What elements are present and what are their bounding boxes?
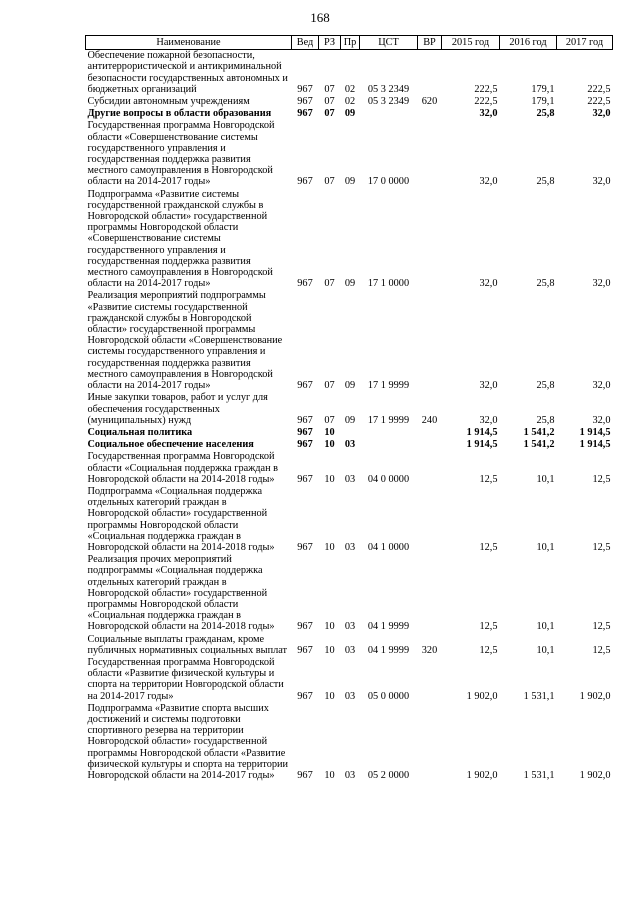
table-header-row: [86, 36, 613, 50]
row-rz: 07: [324, 108, 335, 120]
row-2017: 32,0: [592, 108, 611, 120]
table-row: [86, 392, 613, 427]
row-2017: 12,5: [592, 621, 611, 633]
row-ved: 967: [297, 83, 313, 95]
row-cst: 05 3 2349: [367, 83, 410, 95]
row-2015: 12,5: [479, 644, 498, 656]
row-vr: [418, 703, 442, 782]
row-vr: [418, 108, 442, 120]
row-2016: 1 541,2: [523, 426, 555, 438]
row-2016: 25,8: [536, 278, 555, 290]
row-ved: 967: [297, 176, 313, 188]
row-2015: 1 902,0: [466, 770, 498, 781]
row-vr: 320: [421, 644, 438, 656]
table-row: [86, 290, 613, 392]
row-ved: 967: [297, 644, 313, 656]
table-row: [86, 96, 613, 108]
row-pr: 03: [344, 644, 356, 656]
row-name: Другие вопросы в области образования: [87, 108, 272, 120]
table-row: [86, 634, 613, 657]
row-2016: 179,1: [531, 96, 555, 108]
header-2015: 2015 год: [442, 36, 500, 50]
header-vr: ВР: [418, 36, 442, 50]
row-ved: 967: [297, 770, 313, 781]
row-cst: 17 1 9999: [367, 380, 410, 392]
row-2016: 10,1: [536, 541, 555, 553]
row-2017: 32,0: [592, 176, 611, 188]
row-2017: 1 914,5: [579, 426, 611, 438]
row-2015: 32,0: [479, 414, 498, 426]
row-2015: 1 914,5: [466, 439, 498, 451]
table-row: [86, 439, 613, 451]
row-vr: [418, 486, 442, 554]
row-cst: [360, 427, 418, 439]
row-pr: 09: [344, 380, 356, 392]
row-rz: 10: [324, 439, 335, 451]
row-ved: 967: [297, 439, 313, 451]
row-vr: [418, 290, 442, 392]
row-2016: 25,8: [536, 380, 555, 392]
row-name: Подпрограмма «Развитие системы государственной гражданской службы в Новгородской области» государственной программы Новгородской области «Совершенствование системы государственного управления и государственная поддержка развития местного самоуправления в Новгородской области на 2014-2017 годы»: [87, 188, 273, 290]
row-2017: 12,5: [592, 473, 611, 485]
row-2016: 10,1: [536, 621, 555, 633]
row-name: Государственная программа Новгородской области «Развитие физической культуры и спорта на территории Новгородской области на 2014-2017 годы»: [87, 656, 284, 702]
row-cst: [360, 439, 418, 451]
row-2016: 25,8: [536, 176, 555, 188]
row-2017: 1 914,5: [579, 439, 611, 451]
row-name: Реализация прочих мероприятий подпрограммы «Социальная поддержка отдельных категорий граждан в Новгородской области» государственной программы Новгородской области «Социальная поддержка граждан в Новгородской области на 2014-2018 годы»: [87, 554, 275, 633]
row-name: Иные закупки товаров, работ и услуг для обеспечения государственных (муниципальных) нужд: [87, 392, 268, 426]
row-pr: 02: [344, 96, 356, 108]
row-name: Социальная политика: [87, 426, 193, 438]
row-vr: [418, 657, 442, 703]
row-cst: 17 1 0000: [367, 278, 410, 290]
page-number: 168: [310, 10, 330, 25]
header-name: Наименование: [86, 36, 292, 50]
row-ved: 967: [297, 380, 313, 392]
row-2016: 1 531,1: [523, 690, 555, 702]
row-2015: 1 902,0: [466, 690, 498, 702]
row-cst: 05 0 0000: [367, 690, 410, 702]
header-pr: Пр: [341, 36, 360, 50]
row-cst: [360, 108, 418, 120]
row-2017: 32,0: [592, 278, 611, 290]
row-vr: [418, 120, 442, 188]
header-2016: 2016 год: [500, 36, 557, 50]
row-2016: 10,1: [536, 473, 555, 485]
row-name: Подпрограмма «Развитие спорта высших достижений и системы подготовки спортивного резерва на территории Новгородской области» государственной программы Новгородской области «Развитие физической культуры и спорта на территории Новгородской области на 2014-2017 годы»: [87, 702, 289, 781]
row-pr: 09: [344, 414, 356, 426]
row-pr: 09: [344, 278, 356, 290]
row-2017: 1 902,0: [579, 770, 611, 781]
table-row: [86, 451, 613, 486]
row-ved: 967: [297, 96, 313, 108]
row-ved: 967: [297, 621, 313, 633]
row-name: Обеспечение пожарной безопасности, антитеррористической и антикриминальной безопасности государственных автономных и бюджетных организаций: [87, 50, 288, 95]
row-pr: 03: [344, 541, 356, 553]
row-2015: 222,5: [474, 96, 498, 108]
row-vr: [418, 554, 442, 633]
row-2015: 222,5: [474, 83, 498, 95]
row-vr: [418, 50, 442, 96]
row-pr: 03: [344, 690, 356, 702]
header-rz: РЗ: [319, 36, 341, 50]
table-row: [86, 554, 613, 633]
row-ved: 967: [297, 473, 313, 485]
row-2016: 1 541,2: [523, 439, 555, 451]
row-2017: 222,5: [587, 96, 611, 108]
row-rz: 07: [324, 380, 335, 392]
row-rz: 10: [324, 541, 335, 553]
row-name: Социальные выплаты гражданам, кроме публичных нормативных социальных выплат: [87, 633, 288, 656]
row-vr: [418, 451, 442, 486]
row-2016: 1 531,1: [523, 770, 555, 781]
row-cst: 04 1 9999: [367, 644, 410, 656]
row-rz: 10: [324, 426, 335, 438]
table-row: [86, 50, 613, 96]
header-2017: 2017 год: [557, 36, 613, 50]
row-2015: 32,0: [479, 380, 498, 392]
row-ved: 967: [297, 426, 313, 438]
row-name: Государственная программа Новгородской области «Социальная поддержка граждан в Новгородской области на 2014-2018 годы»: [87, 451, 279, 485]
row-2017: 222,5: [587, 83, 611, 95]
row-pr: [341, 427, 360, 439]
row-2016: 25,8: [536, 414, 555, 426]
row-rz: 10: [324, 621, 335, 633]
row-ved: 967: [297, 108, 313, 120]
row-rz: 07: [324, 176, 335, 188]
row-cst: 04 0 0000: [367, 473, 410, 485]
table-row: [86, 657, 613, 703]
row-2017: 1 902,0: [579, 690, 611, 702]
row-ved: 967: [297, 541, 313, 553]
row-2015: 12,5: [479, 541, 498, 553]
row-rz: 07: [324, 278, 335, 290]
table-body: [86, 50, 613, 783]
row-name: Субсидии автономным учреждениям: [87, 96, 250, 108]
row-name: Государственная программа Новгородской области «Совершенствование системы государственного управления и государственная поддержка развития местного самоуправления в Новгородской области на 2014-2017 годы»: [87, 120, 275, 188]
table-row: [86, 189, 613, 291]
row-2015: 32,0: [479, 108, 498, 120]
header-ved: Вед: [292, 36, 319, 50]
row-ved: 967: [297, 414, 313, 426]
row-2015: 32,0: [479, 176, 498, 188]
row-pr: 09: [344, 108, 356, 120]
table-row: [86, 120, 613, 188]
row-rz: 10: [324, 644, 335, 656]
row-rz: 07: [324, 96, 335, 108]
row-2015: 32,0: [479, 278, 498, 290]
row-name: Реализация мероприятий подпрограммы «Развитие системы государственной гражданской службы в Новгородской области» государственной программы Новгородской области «Совершенствование системы государственного управления и государственная поддержка развития местного самоуправления в Новгородской области на 2014-2017 годы»: [87, 290, 283, 392]
row-vr: [418, 439, 442, 451]
row-2016: 10,1: [536, 644, 555, 656]
row-2017: 12,5: [592, 644, 611, 656]
row-cst: 05 2 0000: [367, 770, 410, 781]
row-cst: 05 3 2349: [367, 96, 410, 108]
row-2017: 12,5: [592, 541, 611, 553]
row-2017: 32,0: [592, 380, 611, 392]
row-2015: 12,5: [479, 621, 498, 633]
row-cst: 17 1 9999: [367, 414, 410, 426]
header-cst: ЦСТ: [360, 36, 418, 50]
row-cst: 17 0 0000: [367, 176, 410, 188]
row-ved: 967: [297, 278, 313, 290]
row-rz: 10: [324, 690, 335, 702]
row-rz: 07: [324, 83, 335, 95]
row-pr: 02: [344, 83, 356, 95]
row-vr: 240: [421, 414, 438, 426]
row-2016: 25,8: [536, 108, 555, 120]
table-row: [86, 108, 613, 120]
row-2015: 1 914,5: [466, 426, 498, 438]
row-rz: 07: [324, 414, 335, 426]
table-row: [86, 486, 613, 554]
row-pr: 03: [344, 473, 356, 485]
budget-table: [85, 35, 613, 782]
row-pr: 09: [344, 176, 356, 188]
row-pr: 03: [344, 621, 356, 633]
row-ved: 967: [297, 690, 313, 702]
row-pr: 03: [344, 439, 356, 451]
row-2016: 179,1: [531, 83, 555, 95]
row-name: Подпрограмма «Социальная поддержка отдельных категорий граждан в Новгородской области» государственной программы Новгородской области «Социальная поддержка граждан в Новгородской области на 2014-2018 годы»: [87, 485, 275, 553]
table-row: [86, 703, 613, 782]
row-name: Социальное обеспечение населения: [87, 439, 254, 451]
row-vr: 620: [421, 96, 438, 108]
row-cst: 04 1 9999: [367, 621, 410, 633]
row-vr: [418, 189, 442, 291]
row-2015: 12,5: [479, 473, 498, 485]
row-vr: [418, 427, 442, 439]
row-rz: 10: [324, 473, 335, 485]
row-pr: 03: [344, 770, 356, 781]
row-rz: 10: [324, 770, 335, 781]
row-2017: 32,0: [592, 414, 611, 426]
table-row: [86, 427, 613, 439]
row-cst: 04 1 0000: [367, 541, 410, 553]
